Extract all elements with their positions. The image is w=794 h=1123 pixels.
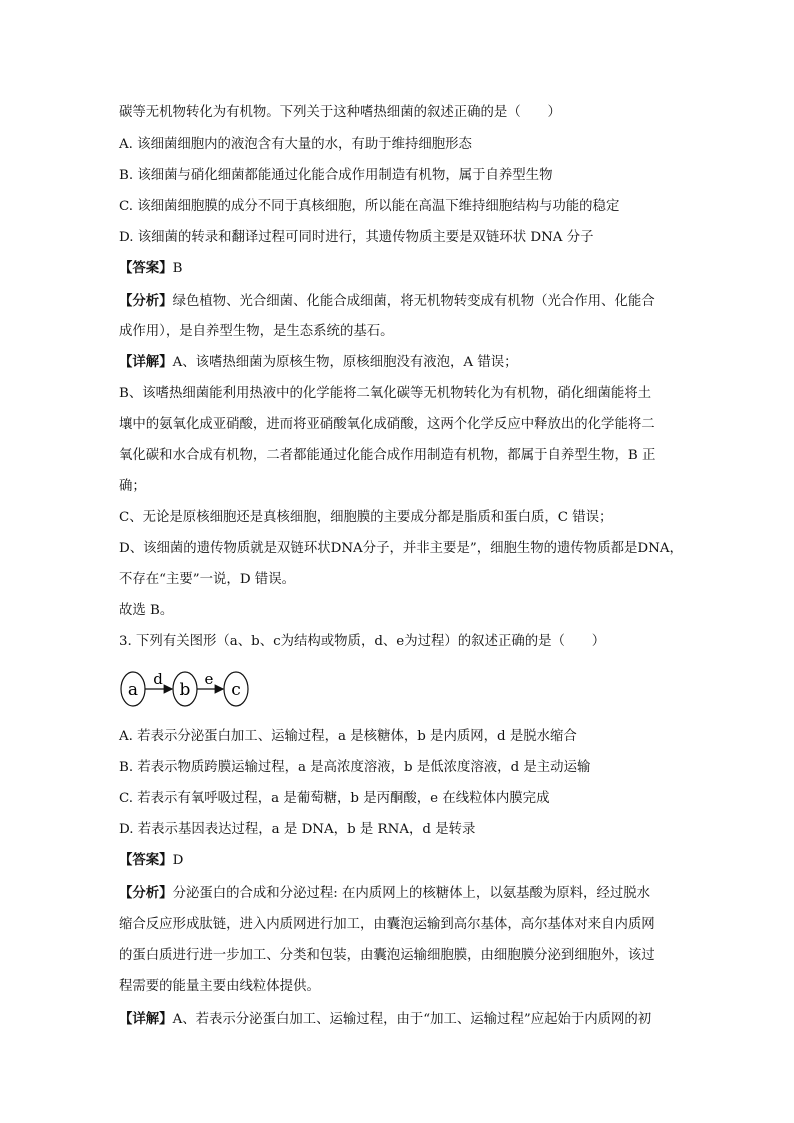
analysis-text: 成作用），是自养型生物，是生态系统的基石。 — [119, 324, 394, 339]
detail-text: C、无论是原核细胞还是真核细胞，细胞膜的主要成分都是脂质和蛋白质，C 错误； — [119, 510, 613, 525]
analysis-line — [119, 292, 679, 311]
option-b: B. 若表示物质跨膜运输过程，a 是高浓度溶液，b 是低浓度溶液，d 是主动运输 — [119, 760, 591, 775]
analysis-text: 程需要的能量主要由线粒体提供。 — [119, 979, 320, 994]
analysis-text: 绿色植物、光合细菌、化能合成细菌，将无机物转变成有机物（光合作用、化能合 — [172, 294, 655, 309]
option-c: C. 该细菌细胞膜的成分不同于真核细胞，所以能在高温下维持细胞结构与功能的稳定 — [119, 199, 620, 214]
detail-line — [119, 1010, 679, 1029]
node-c-label: c — [231, 680, 241, 700]
node-b-label: b — [179, 680, 191, 700]
analysis-text: 分泌蛋白的合成和分泌过程: 在内质网上的核糖体上，以氨基酸为原料，经过脱水 — [172, 886, 650, 901]
analysis-text: 的蛋白质进行进一步加工、分类和包装，由囊泡运输细胞膜，由细胞膜分泌到细胞外，该过 — [119, 948, 655, 963]
conclusion-text: 故选 B。 — [119, 603, 174, 618]
detail-tag: 【详解】 — [119, 354, 173, 370]
option-d: D. 若表示基因表达过程，a 是 DNA，b 是 RNA，d 是转录 — [119, 822, 476, 837]
option-d: D. 该细菌的转录和翻译过程可同时进行，其遗传物质主要是双链环状 DNA 分子 — [119, 230, 594, 245]
option-b: B. 该细菌与硝化细菌都能通过化能合成作用制造有机物，属于自养型生物 — [119, 168, 553, 183]
detail-text: A、若表示分泌蛋白加工、运输过程，由于“加工、运输过程”应起始于内质网的初 — [172, 1012, 652, 1027]
question-stem: 碳等无机物转化为有机物。下列关于这种嗜热细菌的叙述正确的是（ ） — [119, 105, 561, 120]
arrow-e-label: e — [204, 670, 214, 688]
detail-text: D、该细菌的遗传物质就是双链环状DNA分子，并非主要是”，细胞生物的遗传物质都是DNA， — [119, 541, 683, 556]
node-a-label: a — [127, 680, 139, 700]
process-diagram — [118, 668, 258, 712]
detail-text: 壤中的氨氧化成亚硝酸，进而将亚硝酸氧化成硝酸，这两个化学反应中释放出的化学能将二 — [119, 417, 655, 432]
detail-text: A、该嗜热细菌为原核生物，原核细胞没有液泡，A 错误； — [172, 355, 518, 370]
detail-tag: 【详解】 — [119, 1011, 173, 1027]
option-a: A. 该细菌细胞内的液泡含有大量的水，有助于维持细胞形态 — [119, 137, 472, 152]
detail-text: 确； — [119, 479, 146, 494]
option-a: A. 若表示分泌蛋白加工、运输过程，a 是核糖体，b 是内质网，d 是脱水缩合 — [119, 729, 577, 744]
option-c: C. 若表示有氧呼吸过程，a 是葡萄糖，b 是丙酮酸，e 在线粒体内膜完成 — [119, 791, 550, 806]
analysis-line — [119, 884, 679, 903]
detail-text: 不存在“主要”一说，D 错误。 — [119, 572, 295, 587]
answer-line — [119, 259, 679, 278]
detail-line — [119, 353, 679, 372]
detail-text: B、该嗜热细菌能利用热液中的化学能将二氧化碳等无机物转化为有机物，硝化细菌能将土 — [119, 386, 652, 401]
answer-value: D — [172, 853, 184, 868]
answer-tag: 【答案】 — [119, 260, 173, 276]
analysis-tag: 【分析】 — [119, 293, 173, 309]
answer-value: B — [172, 261, 183, 276]
question-stem: 3. 下列有关图形（a、b、c为结构或物质，d、e为过程）的叙述正确的是（ ） — [119, 634, 606, 649]
arrow-d-label: d — [153, 670, 163, 688]
analysis-text: 缩合反应形成肽链，进入内质网进行加工，由囊泡运输到高尔基体，高尔基体对来自内质网 — [119, 917, 655, 932]
answer-tag: 【答案】 — [119, 852, 173, 868]
answer-line — [119, 851, 679, 870]
analysis-tag: 【分析】 — [119, 885, 173, 901]
detail-text: 氧化碳和水合成有机物，二者都能通过化能合成作用制造有机物，都属于自养型生物，B 正 — [119, 448, 656, 463]
